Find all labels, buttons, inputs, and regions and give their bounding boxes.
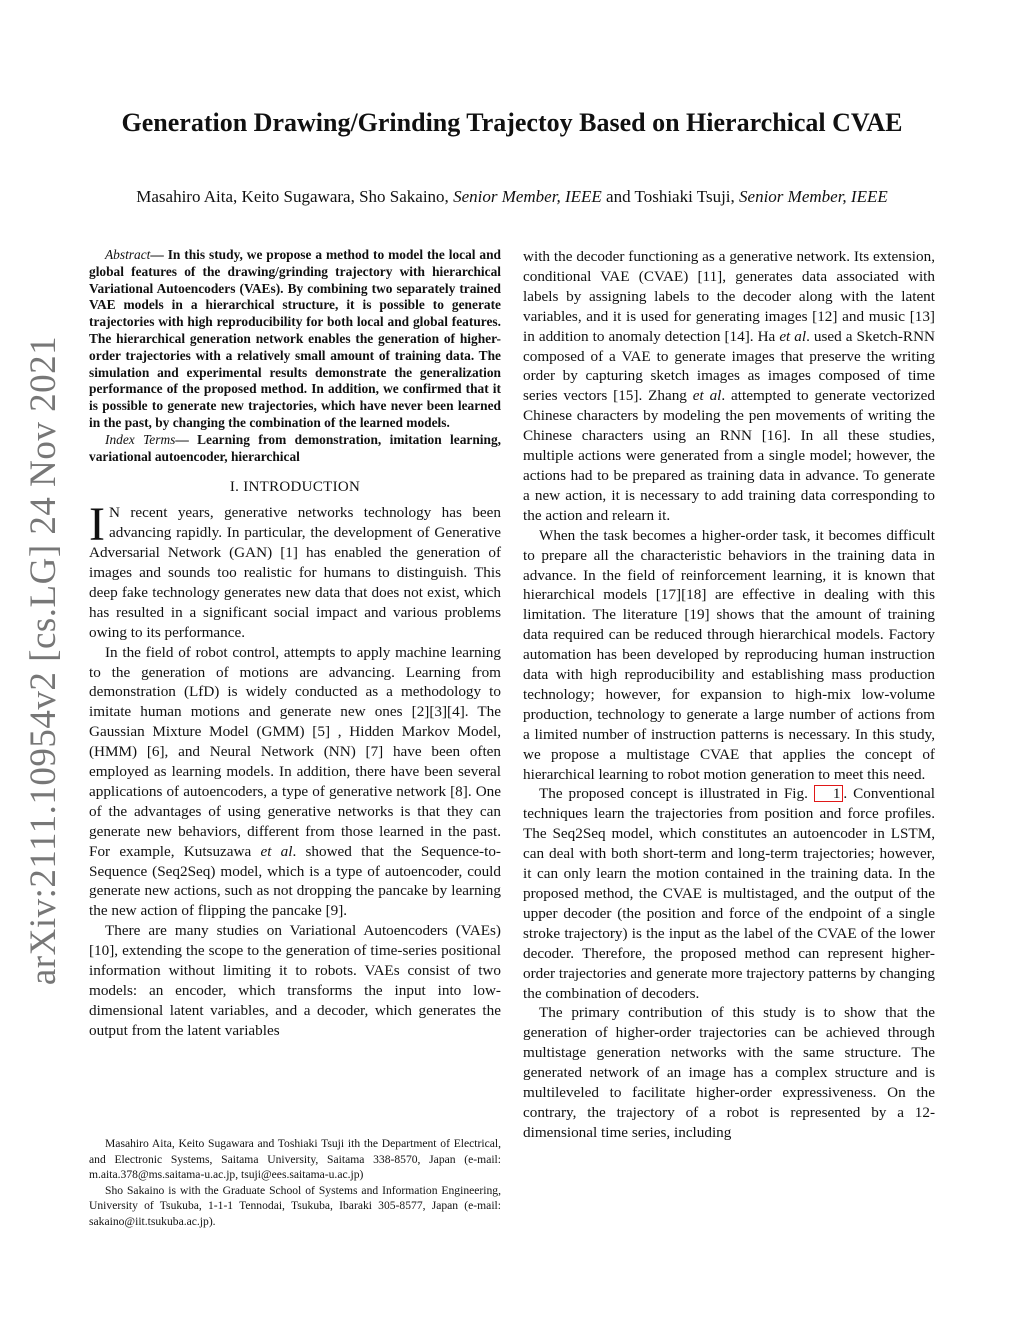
right-p1-text-b: . used a Sketch-RNN composed of a VAE to generate images that preserve the writing order by capturing sketch images as images composed of time series vectors [15]. Zhang — [523, 327, 936, 405]
intro-p1-text: N recent years, generative networks technology has been advancing rapidly. In particular, the development of Generative Adversarial Network (GAN) [1] has enabled the generation of images and sounds too realistic for humans to distinguish. This deep fake technology generates new data that does not exist, which has resulted in a significant social impact and various problems owing to its performance. — [89, 504, 501, 641]
index-terms-text: — Learning from demonstration, imitation learning, variational autoencoder, hierarchical — [89, 431, 501, 464]
authors-and: and Toshiaki Tsuji, — [601, 187, 740, 206]
arxiv-identifier — [20, 335, 68, 985]
footnote-affiliation-2: Sho Sakaino is with the Graduate School of Systems and Information Engineering, University of Tsukuba, 1-1-1 Tennodai, Tsukuba, Ibaraki 305-8577, Japan (e-mail: sakaino@iit.tsukuba.ac.jp). — [89, 1183, 501, 1228]
abstract-text: — In this study, we propose a method to model the local and global features of the drawing/grinding trajectory with hierarchical Variational Autoencoders (VAEs). By combining two separately trained VAE models in a hierarchical structure, it is possible to generate trajectories with high reproducibility for both local and global features. The hierarchical generation network enables the generation of higher-order trajectories with a relatively small amount of training data. The simulation and experimental results demonstrate the generalization performance of the proposed method. In addition, we confirmed that it is possible to generate new trajectories, which have never been learned in the past, by changing the combination of the learned models. — [89, 247, 501, 430]
et-al: et al — [692, 387, 722, 405]
abstract — [89, 247, 501, 432]
intro-p2-text-b: . showed that the Sequence-to-Sequence (Seq2Seq) model, which is a type of autoencoder, could generate new actions, such as not dropping the pancake by learning the new action of flipping the pancake [9]. — [89, 842, 501, 920]
paper-title: Generation Drawing/Grinding Trajectoy Based on Hierarchical CVAE — [121, 108, 903, 137]
author-line — [80, 187, 944, 207]
intro-paragraph-2 — [89, 643, 501, 922]
intro-paragraph-3: There are many studies on Variational Autoencoders (VAEs) [10], extending the scope to the generation of time-series positional information without limiting it to robots. VAEs consist of two models: an encoder, which transforms the input into low-dimensional latent variables, and a decoder, which generates the output from the latent variables — [89, 922, 501, 1039]
right-paragraph-4: The primary contribution of this study is to show that the generation of higher-order trajectories can be achieved through multistage generation networks with the same structure. The generated network of an image has a complex structure and is multileveled to facilitate higher-order expressiveness. On the contrary, the trajectory of a robot is represented by a 12-dimensional time series, including — [523, 1004, 935, 1141]
arxiv-id-text: arXiv:2111.10954v2 [cs.LG] 24 Nov 2021 — [23, 335, 65, 985]
right-p1-text-a: with the decoder functioning as a generative network. Its extension, conditional VAE (CVAE) [11], generates data associated with labels by assigning labels to the decoder along with the latent variables, and it is used for generating images [12] and music [13] in addition to anomaly detection [14]. Ha — [523, 248, 935, 345]
left-column — [89, 247, 501, 1041]
et-al: et al — [260, 842, 293, 860]
index-terms — [89, 432, 501, 466]
right-paragraph-1 — [523, 247, 935, 526]
author-role-1: Senior Member, IEEE — [453, 187, 602, 206]
footnote-affiliation-1: Masahiro Aita, Keito Sugawara and Toshiaki Tsuji ith the Department of Electrical, and Electronic Systems, Saitama University, Saitama 338-8570, Japan (e-mail: m.aita.378@ms.saitama-u.ac.jp, tsuji@ees.saitama-u.ac.jp) — [89, 1137, 501, 1182]
right-paragraph-3 — [523, 784, 935, 1003]
index-terms-label: Index Terms — [105, 431, 176, 447]
author-role-2: Senior Member, IEEE — [739, 187, 888, 206]
section-heading-introduction: I. INTRODUCTION — [229, 479, 361, 496]
intro-paragraph-1 — [89, 498, 501, 642]
et-al: et al — [779, 327, 807, 345]
authors-names: Masahiro Aita, Keito Sugawara, Sho Sakaino, — [136, 187, 454, 206]
figure-1-link[interactable]: 1 — [814, 785, 844, 802]
right-p3-text-b: . Conventional techniques learn the trajectories from position and force profiles. The Seq2Seq model, which constitutes an autoencoder in LSTM, can deal with both short-term and long-term trajectories; however, it can only learn the motion contained in the training data. In the proposed method, the CVAE is multistaged, and the output of the upper decoder (the position and force of the endpoint of a single stroke trajectory) is the input as the label of the CVAE of the lower decoder. Therefore, the proposed method can represent higher-order trajectories and generate more trajectory patterns by changing the combination of decoders. — [523, 785, 935, 1002]
intro-p2-text-a: In the field of robot control, attempts to apply machine learning to the generation of motions are advancing. Learning from demonstration (LfD) is widely conducted as a methodology to imitate human motions and generate new ones [2][3][4]. The Gaussian Mixture Model (GMM) [5] , Hidden Markov Model, (HMM) [6], and Neural Network (NN) [7] have been often employed as learning models. In addition, there have been several applications of autoencoders, a type of generative network [8]. One of the advantages of using generative networks is that they can generate new behaviors, different from those learned in the past. For example, Kutsuzawa — [89, 643, 501, 860]
footnotes — [89, 1136, 501, 1230]
right-p1-text-c: . attempted to generate vectorized Chinese characters by modeling the pen movements of writing the Chinese characters using an RNN [16]. In all these studies, multiple actions were generated from a single model; however, the actions had to be prepared as training data in advance. To generate a new action, it is necessary to add training data corresponding to the action and relearn it. — [523, 387, 935, 524]
drop-cap: I — [89, 498, 105, 552]
right-column — [523, 247, 935, 1143]
right-paragraph-2: When the task becomes a higher-order task, it becomes difficult to prepare all the characteristic behaviors in the training data in advance. In the field of reinforcement learning, it is known that hierarchical models [17][18] are effective in dealing with this limitation. The literature [19] shows that the amount of training data required can be reduced through hierarchical models. Factory automation has been developed by reproducing human instruction data with high reproducibility and establishing mass production technology; however, for expansion to high-mix low-volume production, technology to generate a large number of actions from a limited number of instruction patterns is necessary. In this study, we propose a multistage CVAE that applies the concept of hierarchical learning to robot motion generation to meet this need. — [523, 526, 935, 783]
right-p3-text-a: The proposed concept is illustrated in Fig. — [539, 785, 814, 803]
abstract-label: Abstract — [105, 247, 151, 262]
